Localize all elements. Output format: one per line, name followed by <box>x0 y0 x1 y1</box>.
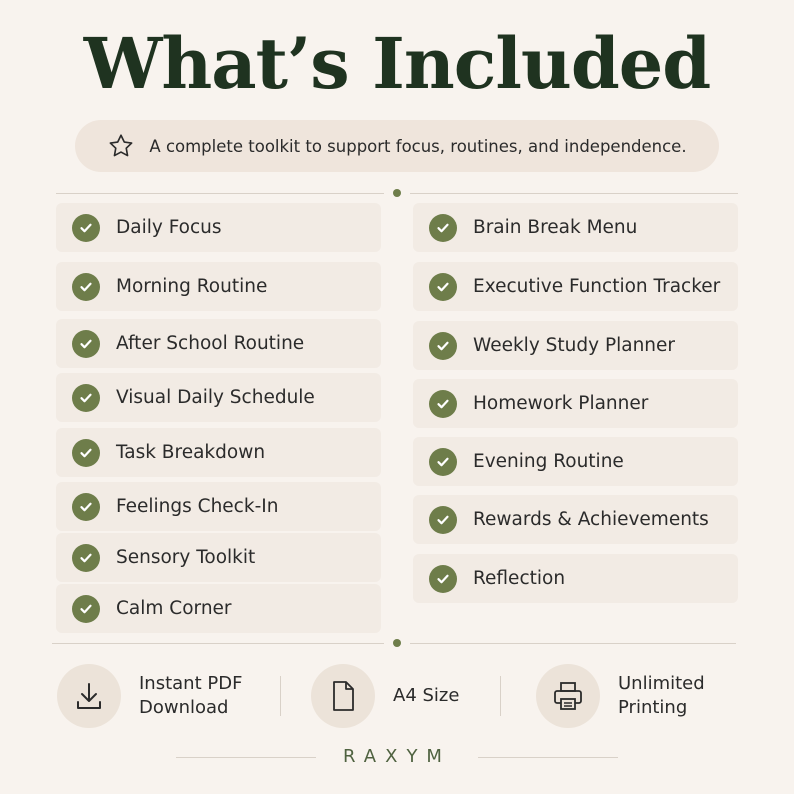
check-icon <box>429 214 457 242</box>
list-item <box>56 262 381 311</box>
list-item-label: Brain Break Menu <box>473 217 638 238</box>
list-item <box>56 203 381 252</box>
top-divider-left <box>56 193 384 194</box>
feature-label-line2: Printing <box>618 697 688 718</box>
document-icon <box>311 664 375 728</box>
list-item <box>56 482 381 531</box>
list-item <box>413 203 738 252</box>
download-icon <box>57 664 121 728</box>
feature-separator <box>280 676 281 716</box>
list-item <box>413 554 738 603</box>
list-item-label: Reflection <box>473 568 566 589</box>
list-item-label: Morning Routine <box>116 276 268 297</box>
feature-a4-size <box>311 664 459 728</box>
check-icon <box>429 565 457 593</box>
check-icon <box>72 384 100 412</box>
feature-label-line1: Instant PDF <box>139 673 243 694</box>
feature-instant-pdf <box>57 664 242 728</box>
brand-line-right <box>478 757 618 758</box>
check-icon <box>429 448 457 476</box>
list-item-label: Homework Planner <box>473 393 649 414</box>
list-item-label: Executive Function Tracker <box>473 276 721 297</box>
bottom-divider-left <box>52 643 384 644</box>
check-icon <box>429 390 457 418</box>
top-divider-dot <box>393 189 401 197</box>
check-icon <box>72 439 100 467</box>
brand-name: RAXYM <box>343 746 451 767</box>
list-item-label: Evening Routine <box>473 451 624 472</box>
subtitle-banner <box>75 120 719 172</box>
top-divider-right <box>410 193 738 194</box>
list-item <box>56 533 381 582</box>
feature-separator <box>500 676 501 716</box>
page-title: What’s Included <box>83 22 711 105</box>
list-item-label: Sensory Toolkit <box>116 547 256 568</box>
list-item-label: Calm Corner <box>116 598 232 619</box>
feature-label <box>393 684 459 708</box>
list-item <box>56 428 381 477</box>
feature-label-line1: Unlimited <box>618 673 705 694</box>
list-item <box>413 379 738 428</box>
check-icon <box>72 273 100 301</box>
check-icon <box>429 506 457 534</box>
check-icon <box>429 273 457 301</box>
list-item <box>56 373 381 422</box>
bottom-divider-right <box>410 643 736 644</box>
printer-icon <box>536 664 600 728</box>
bottom-divider-dot <box>393 639 401 647</box>
list-item <box>56 584 381 633</box>
list-item-label: Visual Daily Schedule <box>116 387 315 408</box>
feature-label <box>139 672 242 720</box>
feature-label-line1: A4 Size <box>393 685 460 706</box>
check-icon <box>429 332 457 360</box>
check-icon <box>72 544 100 572</box>
list-item-label: Feelings Check-In <box>116 496 279 517</box>
check-icon <box>72 330 100 358</box>
check-icon <box>72 214 100 242</box>
list-item-label: Task Breakdown <box>116 442 266 463</box>
list-item-label: Daily Focus <box>116 217 222 238</box>
feature-label <box>618 672 705 720</box>
check-icon <box>72 595 100 623</box>
list-item-label: Rewards & Achievements <box>473 509 709 530</box>
list-item <box>413 321 738 370</box>
star-icon <box>107 132 135 160</box>
list-item <box>56 319 381 368</box>
feature-unlimited-printing <box>536 664 705 728</box>
list-item <box>413 437 738 486</box>
list-item-label: Weekly Study Planner <box>473 335 676 356</box>
list-item-label: After School Routine <box>116 333 305 354</box>
list-item <box>413 262 738 311</box>
check-icon <box>72 493 100 521</box>
list-item <box>413 495 738 544</box>
feature-label-line2: Download <box>139 697 229 718</box>
subtitle-text: A complete toolkit to support focus, routines, and independence. <box>149 136 687 156</box>
